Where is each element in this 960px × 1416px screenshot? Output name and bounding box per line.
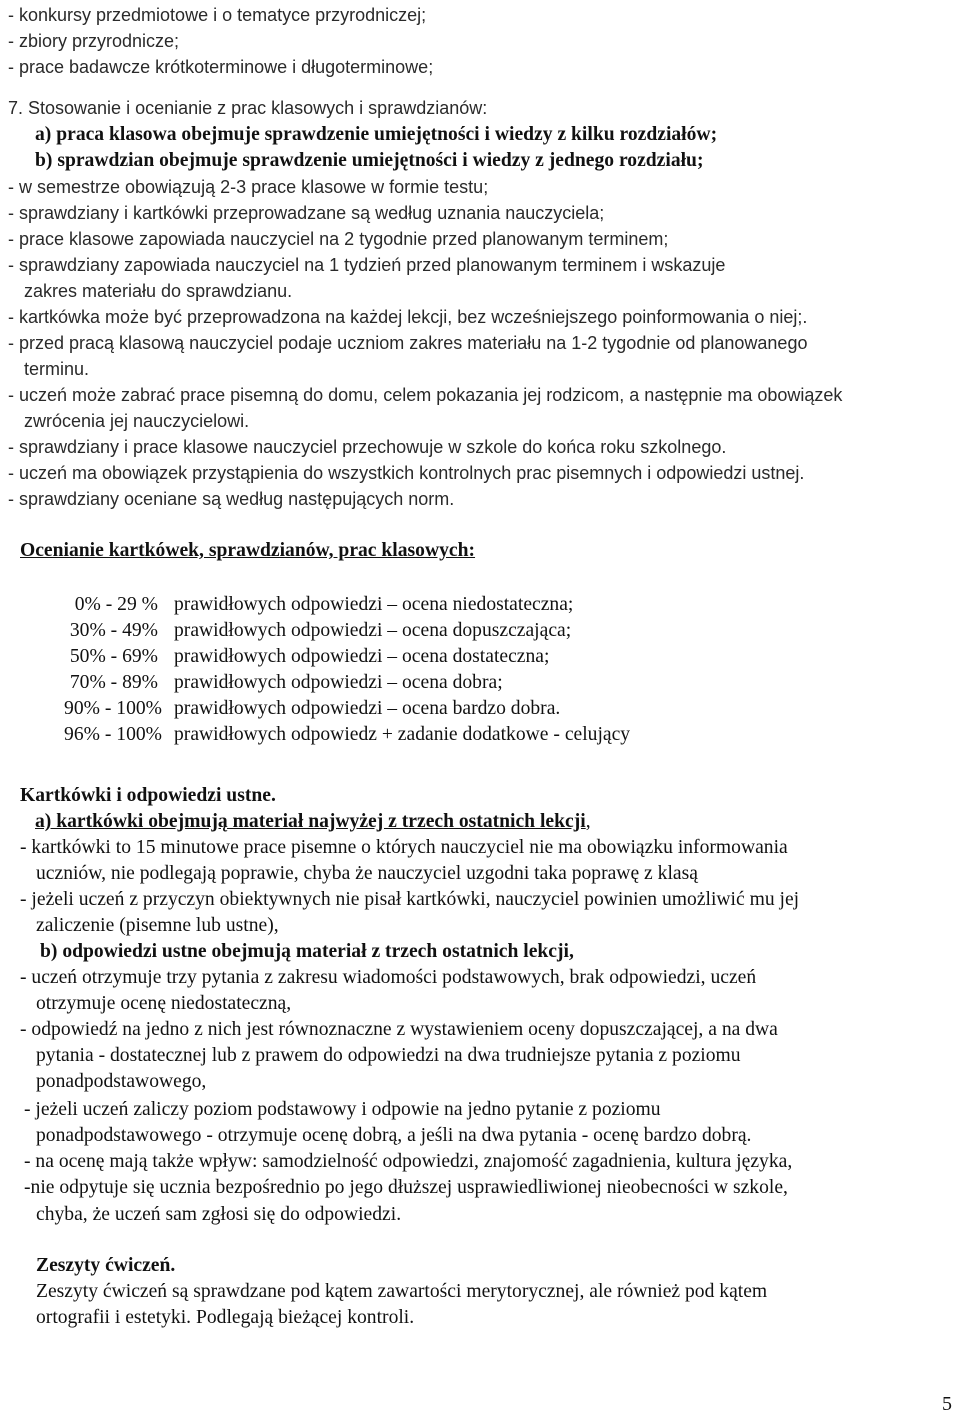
grade-text: prawidłowych odpowiedzi – ocena bardzo dobra. xyxy=(174,698,561,719)
grade-text: prawidłowych odpowiedzi – ocena dobra; xyxy=(174,672,503,693)
list-item: - uczeń otrzymuje trzy pytania z zakresu wiadomości podstawowych, brak odpowiedzi, uczeń xyxy=(20,967,757,988)
grade-range: 96% - 100% xyxy=(64,724,162,745)
quizzes-item-a-bold: a) kartkówki obejmują materiał najwyżej z trzech ostatnich lekcji xyxy=(35,811,586,832)
paragraph-line: ortografii i estetyki. Podlegają bieżącej kontroli. xyxy=(36,1307,415,1328)
list-item: - uczeń może zabrać prace pisemną do domu, celem pokazania jej rodzicom, a następnie ma obowiązek xyxy=(8,385,843,405)
quizzes-item-a-tail: , xyxy=(585,811,591,832)
paragraph-line: Zeszyty ćwiczeń są sprawdzane pod kątem zawartości merytorycznej, ale również pod kątem xyxy=(36,1281,768,1302)
list-item: zaliczenie (pisemne lub ustne), xyxy=(36,915,279,936)
list-item: - kartkówka może być przeprowadzona na każdej lekcji, bez wcześniejszego poinformowania o niej;. xyxy=(8,307,808,327)
grade-range: 90% - 100% xyxy=(64,698,162,719)
list-item: - sprawdziany i prace klasowe nauczyciel przechowuje w szkole do końca roku szkolnego. xyxy=(8,437,727,457)
list-item: -nie odpytuje się ucznia bezpośrednio po jego dłuższej usprawiedliwionej nieobecności w szkole, xyxy=(24,1177,788,1198)
list-item: - na ocenę mają także wpływ: samodzielność odpowiedzi, znajomość zagadnienia, kultura języka, xyxy=(24,1151,793,1172)
grade-text: prawidłowych odpowiedzi – ocena niedostateczna; xyxy=(174,594,574,615)
list-item: - jeżeli uczeń z przyczyn obiektywnych nie pisał kartkówki, nauczyciel powinien umożliwić mu jej xyxy=(20,889,800,910)
list-item: - konkursy przedmiotowe i o tematyce przyrodniczej; xyxy=(8,5,427,25)
list-item: - prace klasowe zapowiada nauczyciel na 2 tygodnie przed planowanym terminem; xyxy=(8,229,669,249)
grade-range: 50% - 69% xyxy=(69,646,158,667)
list-item: - prace badawcze krótkoterminowe i długoterminowe; xyxy=(8,57,434,77)
list-item: - kartkówki to 15 minutowe prace pisemne o których nauczyciel nie ma obowiązku informowania xyxy=(20,837,788,858)
list-item: ponadpodstawowego, xyxy=(36,1071,207,1092)
list-item: b) sprawdzian obejmuje sprawdzenie umiejętności i wiedzy z jednego rozdziału; xyxy=(35,150,704,171)
list-item: - jeżeli uczeń zaliczy poziom podstawowy i odpowie na jedno pytanie z poziomu xyxy=(24,1099,661,1120)
list-item: - odpowiedź na jedno z nich jest równoznaczne z wystawieniem oceny dopuszczającej, a na dwa xyxy=(20,1019,778,1040)
list-item: - przed pracą klasową nauczyciel podaje uczniom zakres materiału na 1-2 tygodnie od planowanego xyxy=(8,333,808,353)
grade-text: prawidłowych odpowiedzi – ocena dopuszczająca; xyxy=(174,620,572,641)
list-item: pytania - dostatecznej lub z prawem do odpowiedzi na dwa trudniejsze pytania z poziomu xyxy=(36,1045,741,1066)
quizzes-item-b: b) odpowiedzi ustne obejmują materiał z trzech ostatnich lekcji, xyxy=(40,941,574,962)
list-item: uczniów, nie podlegają poprawie, chyba że nauczyciel uzgodni taka poprawę z klasą xyxy=(36,863,698,884)
workbooks-heading: Zeszyty ćwiczeń. xyxy=(36,1255,176,1276)
list-item: otrzymuje ocenę niedostateczną, xyxy=(36,993,292,1014)
list-item: terminu. xyxy=(24,359,90,379)
quizzes-heading: Kartkówki i odpowiedzi ustne. xyxy=(20,785,276,806)
grade-text: prawidłowych odpowiedzi – ocena dostateczna; xyxy=(174,646,550,667)
grade-text: prawidłowych odpowiedz + zadanie dodatkowe - celujący xyxy=(174,724,631,745)
grade-range: 0% - 29 % xyxy=(74,594,158,615)
list-item: - sprawdziany zapowiada nauczyciel na 1 tydzień przed planowanym terminem i wskazuje xyxy=(8,255,726,275)
grading-heading: Ocenianie kartkówek, sprawdzianów, prac klasowych: xyxy=(20,540,476,561)
list-item: ponadpodstawowego - otrzymuje ocenę dobrą, a jeśli na dwa pytania - ocenę bardzo dobrą. xyxy=(36,1125,752,1146)
list-item: - sprawdziany oceniane są według następujących norm. xyxy=(8,489,455,509)
list-item: - w semestrze obowiązują 2-3 prace klasowe w formie testu; xyxy=(8,177,489,197)
list-item: a) praca klasowa obejmuje sprawdzenie umiejętności i wiedzy z kilku rozdziałów; xyxy=(35,124,718,145)
list-item: chyba, że uczeń sam zgłosi się do odpowiedzi. xyxy=(36,1204,402,1225)
list-item: zwrócenia jej nauczycielowi. xyxy=(24,411,250,431)
grade-range: 30% - 49% xyxy=(69,620,158,641)
quizzes-item-a xyxy=(35,810,591,834)
list-item: zakres materiału do sprawdzianu. xyxy=(24,281,293,301)
list-item: - sprawdziany i kartkówki przeprowadzane są według uznania nauczyciela; xyxy=(8,203,605,223)
section-heading: 7. Stosowanie i ocenianie z prac klasowych i sprawdzianów: xyxy=(8,98,488,118)
grade-range: 70% - 89% xyxy=(69,672,158,693)
list-item: - zbiory przyrodnicze; xyxy=(8,31,180,51)
list-item: - uczeń ma obowiązek przystąpienia do wszystkich kontrolnych prac pisemnych i odpowiedzi ustnej. xyxy=(8,463,805,483)
page-number: 5 xyxy=(942,1393,952,1415)
